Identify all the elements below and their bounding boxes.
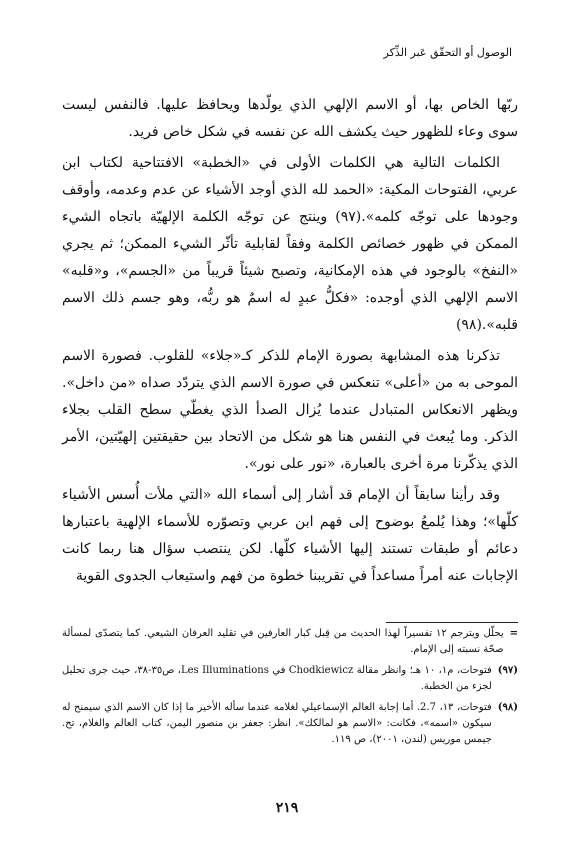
footnote-text: يحلّل ويترجم ١٢ تفسيراً لهذا الحديث من قِبل كبار العارفين في تقليد العرفان الشيعي. كما يتصدّى لمسألة صحّة نسبته إلى الإمام.	[62, 628, 504, 655]
footnote	[62, 663, 518, 695]
footnotes	[62, 626, 518, 753]
footnote-text: فتوحات، ١٣، 2.7. أما إجابة العالم الإسماعيلي لغلامه عندما سأله الأخير ما إذا كان الاسم الذي سيمنح له سيكون «اسمه»، فكانت: «الاسم هو لمالكك». انظر: جعفر بن منصور اليمن، كتاب العالم والغلام، تح. جيمس موريس (لندن، ٢٠٠١)، ص ١١٩.	[62, 702, 492, 745]
main-text	[62, 92, 518, 594]
paragraph: ربّها الخاص بها، أو الاسم الإلهي الذي يولّدها ويحافظ عليها. فالنفس ليست سوى وعاء للظهور حيث يكشف الله عن نفسه في شكل خاص فريد.	[62, 97, 518, 140]
footnote-mark: (٩٧)	[497, 665, 518, 676]
footnote-mark: =	[509, 628, 518, 639]
paragraph: الكلمات التالية هي الكلمات الأولى في «الخطبة» الافتتاحية لكتاب ابن عربي، الفتوحات المكية: «الحمد لله الذي أوجد الأشياء عن عدم وعدمه، وأوقف وجودها على توجّه كلمه».(٩٧) وينتج عن توجّه الكلمة الإلهيّة باتجاه الشيء الممكن في ظهور خصائص الكلمة وفقاً لقابلية تأثّر الشيء الممكن؛ ثم يجري «النفخ» بالوجود في هذه الإمكانية، وتصبح شيئاً قريباً من «الجسم»، و«قلبه» الاسم الإلهي الذي أوجده: «فكلُّ عبدٍ له اسمٌ هو ربُّه، وهو جسم ذلك الاسم قلبه».(٩٨)	[62, 155, 518, 333]
footnote-mark: (٩٨)	[497, 702, 518, 713]
paragraph: تذكرنا هذه المشابهة بصورة الإمام للذكر كـ«جلاء» للقلوب. فصورة الاسم الموحى به من «أعلى» تنعكس في صورة الاسم الذي يتردّد صداه «من داخل». ويظهر الانعكاس المتبادل عندما يُزال الصدأ الذي يغطّي سطح القلب بجلاء الذكر. وما يُبعث في النفس هنا هو شكل من الاتحاد بين حقيقتين إلهيّتين، الأمر الذي يذكّرنا مرة أخرى بالعبارة، «نور على نور».	[62, 348, 518, 472]
footnote-text: فتوحات، م١، ١٠ هـ؛ وانظر مقالة Chodkiewicz في Les Illuminations، ص٣٥-٣٨، حيث جرى تحليل لجزء من الخطبة.	[62, 665, 492, 692]
footnote	[62, 700, 518, 748]
running-header: الوصول أو التحقّق عَبر الذِّكر	[383, 46, 512, 59]
footnote	[62, 626, 518, 658]
footnote-divider	[386, 622, 518, 623]
paragraph: وقد رأينا سابقاً أن الإمام قد أشار إلى أسماء الله «التي ملأت أُسس الأشياء كلّها»؛ وهذا يُلمعُ بوضوح إلى فهم ابن عربي وتصوّره للأسماء الإلهية باعتبارها دعائم أو طبقات تستند إليها الأشياء كلّها. لكن ينتصب سؤال هنا ربما كانت الإجابات عنه أمراً مساعداً في تقريبنا خطوة من فهم واستيعاب الجدوى القوية	[62, 487, 518, 584]
page-number: ٢١٩	[275, 800, 299, 816]
